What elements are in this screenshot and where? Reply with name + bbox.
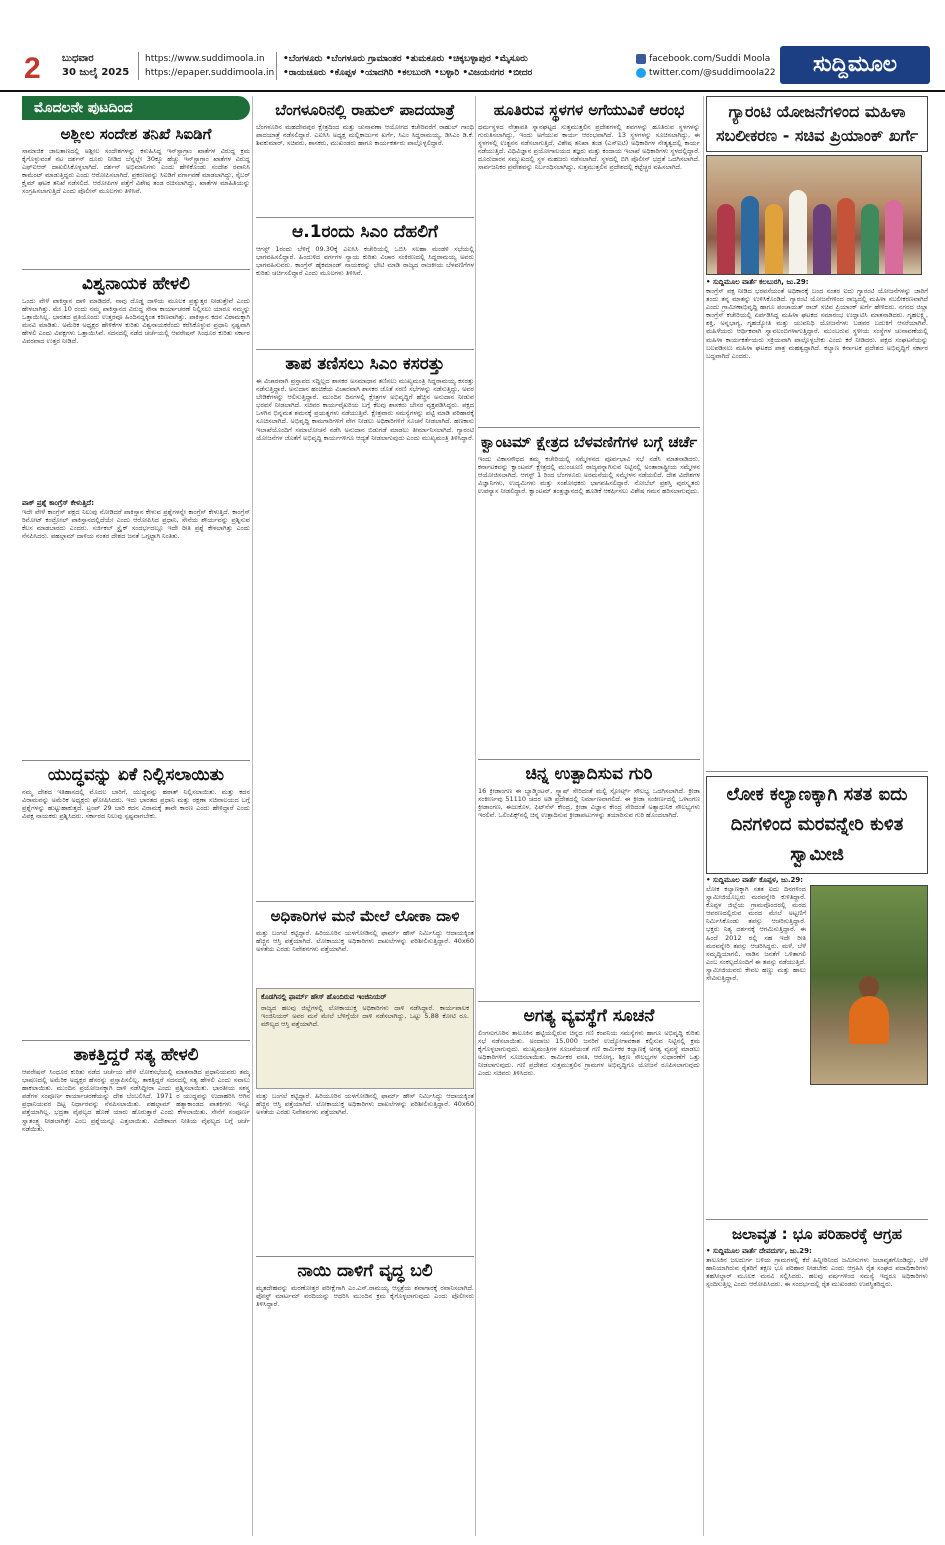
photo-figure — [741, 196, 759, 274]
facebook-icon — [636, 54, 646, 64]
newspaper-logo: ಸುದ್ದಿಮೂಲ — [780, 46, 930, 84]
twitter-link[interactable]: twitter.com/@suddimoola22 — [649, 68, 776, 78]
photo-swamiji-tree — [810, 885, 928, 1085]
article-body: ಬೆಂಗಳೂರಿನ ಮಹದೇವಪುರ ಕ್ಷೇತ್ರದಿಂದ ಮತ್ತು ಚುನಾವಣಾ ಆಯೋಗದ ಕಚೇರಿವರೆಗೆ ರಾಹುಲ್ ಗಾಂಧಿ ಪಾದಯಾತ್ರೆ ನಡೆಸಲಿದ್ದಾರೆ. ಎಐಸಿಸಿ ಅಧ್ಯಕ್ಷ ಮಲ್ಲಿಕಾರ್ಜುನ ಖರ್ಗೆ, ಸಿಎಂ ಸಿದ್ದರಾಮಯ್ಯ, ಡಿಸಿಎಂ ಡಿ.ಕೆ. ಶಿವಕುಮಾರ್, ಸಚಿವರು, ಶಾಸಕರು, ಮುಖಂಡರು ಹಾಗೂ ಕಾರ್ಯಕರ್ತರು ಪಾಲ್ಗೊಳ್ಳಲಿದ್ದಾರೆ. — [256, 123, 474, 148]
article-body: ಧರ್ಮಸ್ಥಳದ ನೇತ್ರಾವತಿ ಸ್ನಾನಘಟ್ಟದ ಸುತ್ತಮುತ್ತಲಿನ ಪ್ರದೇಶಗಳಲ್ಲಿ ಶವಗಳನ್ನು ಹೂತಿರುವ ಸ್ಥಳಗಳನ್ನು ಗುರುತಿಸಲಾಗಿದ್ದು, ಇಂದು ಅಗೆಯುವ ಕಾರ್ಯ ಆರಂಭವಾಗಿದೆ. 13 ಸ್ಥಳಗಳನ್ನು ಸೂಚಿಸಲಾಗಿದ್ದು, ಈ ಸ್ಥಳಗಳಲ್ಲಿ ಉತ್ಖನನ ನಡೆಸಲಾಗುತ್ತಿದೆ. ವಿಶೇಷ ತನಿಖಾ ತಂಡ (ಎಸ್‌ಐಟಿ) ಅಧಿಕಾರಿಗಳ ನೇತೃತ್ವದಲ್ಲಿ ಕಾರ್ಯ ನಡೆಯುತ್ತಿದೆ. ವಿಧಿವಿಜ್ಞಾನ ಪ್ರಯೋಗಾಲಯದ ತಜ್ಞರು ಮತ್ತು ಕಂದಾಯ ಇಲಾಖೆ ಅಧಿಕಾರಿಗಳು ಸ್ಥಳದಲ್ಲಿದ್ದಾರೆ. ದೂರುದಾರನ ಸಮ್ಮುಖದಲ್ಲಿ ಸ್ಥಳ ಮಹಜರು ನಡೆಸಲಾಗಿದೆ. ಸ್ಥಳದಲ್ಲಿ ಬಿಗಿ ಪೊಲೀಸ್ ಭದ್ರತೆ ಒದಗಿಸಲಾಗಿದೆ. ಸಾರ್ವಜನಿಕರ ಪ್ರವೇಶವನ್ನು ನಿರ್ಬಂಧಿಸಲಾಗಿದ್ದು, ಸುತ್ತಮುತ್ತಲಿನ ಪ್ರದೇಶದಲ್ಲಿ ಕಟ್ಟೆಚ್ಚರ ವಹಿಸಲಾಗಿದೆ. — [478, 123, 700, 172]
article-body: ಮತ್ತು ಬಂಗಲೆ ಕಟ್ಟಿದ್ದಾರೆ. ಹಿರಿಯೂರಿನ ಯಳಗೋಡಿನಲ್ಲಿ ಫಾರ್ಮ್ ಹೌಸ್ ನಿರ್ಮಿಸಿದ್ದು ಆದಾಯಕ್ಕಿಂತ ಹೆಚ್ಚಿನ ಆಸ್ತಿ ಪತ್ತೆಯಾಗಿದೆ. ಲೋಕಾಯುಕ್ತ ಅಧಿಕಾರಿಗಳು ದಾಖಲೆಗಳನ್ನು ಪರಿಶೀಲಿಸುತ್ತಿದ್ದಾರೆ. 40x60 ಅಳತೆಯ ಎರಡು ನಿವೇಶನಗಳು ಪತ್ತೆಯಾಗಿವೆ. — [256, 1092, 474, 1117]
headline-rahul-padayatra: ಬೆಂಗಳೂರಿನಲ್ಲಿ ರಾಹುಲ್ ಪಾದಯಾತ್ರೆ — [275, 101, 455, 119]
column-divider — [252, 96, 253, 1536]
headline-obscene-messages: ಅಶ್ಲೀಲ ಸಂದೇಶ ತನಿಖೆ ಸಿಐಡಿಗೆ — [60, 125, 212, 143]
article-body: ಒಂದು ವೇಳೆ ಪಾಕಿಸ್ತಾನ ದಾಳಿ ಮಾಡಿದರೆ, ನಾವು ದೊಡ್ಡ ದಾಳಿಯ ಮೂಲಕ ಪ್ರತ್ಯುತ್ತರ ನೀಡುತ್ತೇವೆ ಎಂದು ಹೇಳಲಾಗಿತ್ತು. ಮೇ 10 ರಂದು ನಮ್ಮ ಪಾಕಿಸ್ತಾನದ ವಿರುದ್ಧ ಸೇನಾ ಕಾರ್ಯಾಚರಣೆ ನಿಲ್ಲಿಸಲು ಯಾರೂ ನಮ್ಮನ್ನು ಒತ್ತಾಯಿಸಿಲ್ಲ. ಭಾರತದ ಪ್ರತಿಯೊಂದು ಉತ್ತರವೂ ಹಿಂದಿನದ್ದಕ್ಕಿಂತ ಕಠಿಣವಾಗಿತ್ತು. ಪಾಕಿಸ್ತಾನ ಕದನ ವಿರಾಮಕ್ಕಾಗಿ ಮನವಿ ಮಾಡಿತು. ಅಮೆರಿಕ ಅಧ್ಯಕ್ಷರ ಹೇಳಿಕೆಗಳ ಕುರಿತು ವಿಶ್ವನಾಯಕರೆಂದು ಕರೆಸಿಕೊಳ್ಳುವ ಪ್ರಧಾನಿ ಸ್ಪಷ್ಟವಾಗಿ ಹೇಳಲಿ ಎಂದು ವಿಪಕ್ಷಗಳು ಒತ್ತಾಯಿಸಿವೆ. ಸದನದಲ್ಲಿ ನಡೆದ ಚರ್ಚೆಯಲ್ಲಿ ಆಪರೇಷನ್ ಸಿಂಧೂರ ಕುರಿತು ಸರ್ಕಾರ ವಿವರವಾದ ಉತ್ತರ ನೀಡಿದೆ. — [22, 297, 250, 346]
article-body: ಇಂದು ವಿಕಾಸಸೌಧದ ತಮ್ಮ ಕಚೇರಿಯಲ್ಲಿ ಸಮ್ಮೇಳನದ ಪೂರ್ವಭಾವಿ ಸಭೆ ನಡೆಸಿ ಮಾತನಾಡಿದರು. ಕರ್ನಾಟಕವನ್ನು ಕ್ವಾಂಟಮ್ ಕ್ಷೇತ್ರದಲ್ಲಿ ಮುಂಚೂಣಿ ರಾಜ್ಯವನ್ನಾಗಿಸುವ ನಿಟ್ಟಿನಲ್ಲಿ ಅಂತಾರಾಷ್ಟ್ರೀಯ ಸಮ್ಮೇಳನ ಆಯೋಜಿಸಲಾಗಿದೆ. ಆಗಸ್ಟ್ 1 ರಿಂದ ಬೆಂಗಳೂರು ಅರಮನೆಯಲ್ಲಿ ಸಮ್ಮೇಳನ ನಡೆಯಲಿದೆ. ದೇಶ ವಿದೇಶಗಳ ವಿಜ್ಞಾನಿಗಳು, ಉದ್ಯಮಿಗಳು ಮತ್ತು ಸಂಶೋಧಕರು ಭಾಗವಹಿಸಲಿದ್ದಾರೆ. ನೋಬೆಲ್ ಪ್ರಶಸ್ತಿ ಪುರಸ್ಕೃತರು ಉಪನ್ಯಾಸ ನೀಡಲಿದ್ದಾರೆ. ಕ್ವಾಂಟಮ್ ತಂತ್ರಜ್ಞಾನದಲ್ಲಿ ಹೂಡಿಕೆ ಆಕರ್ಷಿಸಲು ವಿಶೇಷ ಗಮನ ಹರಿಸಲಾಗುವುದು. — [478, 455, 700, 496]
separator — [256, 901, 474, 902]
article-body: ಮತ್ತು ಬಂಗಲೆ ಕಟ್ಟಿದ್ದಾರೆ. ಹಿರಿಯೂರಿನ ಯಳಗೋಡಿನಲ್ಲಿ ಫಾರ್ಮ್ ಹೌಸ್ ನಿರ್ಮಿಸಿದ್ದು ಆದಾಯಕ್ಕಿಂತ ಹೆಚ್ಚಿನ ಆಸ್ತಿ ಪತ್ತೆಯಾಗಿದೆ. ಲೋಕಾಯುಕ್ತ ಅಧಿಕಾರಿಗಳು ದಾಖಲೆಗಳನ್ನು ಪರಿಶೀಲಿಸುತ್ತಿದ್ದಾರೆ. 40x60 ಅಳತೆಯ ಎರಡು ನಿವೇಶನಗಳು ಪತ್ತೆಯಾಗಿವೆ. — [256, 929, 474, 954]
headline-dog-attack: ನಾಯಿ ದಾಳಿಗೆ ವೃದ್ಧ ಬಲಿ — [297, 1261, 433, 1281]
separator — [478, 759, 700, 760]
issue-date-text: 30 ಜುಲೈ 2025 — [62, 67, 130, 78]
article-body: ಲಿಂಗಸುಗೂರಿನ ತಾಲೂಕಿನ ಹಟ್ಟಿಯಲ್ಲಿರುವ ಚಿನ್ನದ ಗಣಿ ಕಂಪನಿಯ ಸಮಸ್ಯೆಗಳು ಹಾಗೂ ಅಭಿವೃದ್ಧಿ ಕುರಿತು ಸಭೆ ನಡೆಸಲಾಯಿತು. ಅಂದಾಜು 15,000 ಜನರಿಗೆ ಉದ್ಯೋಗಾವಕಾಶ ಕಲ್ಪಿಸುವ ನಿಟ್ಟಿನಲ್ಲಿ ಕ್ರಮ ಕೈಗೊಳ್ಳಲಾಗುವುದು. ಮುಖ್ಯಮಂತ್ರಿಗಳ ಸೂಚನೆಯಂತೆ ಗಣಿ ಕಾರ್ಮಿಕರ ಕಲ್ಯಾಣಕ್ಕೆ ಅಗತ್ಯ ವ್ಯವಸ್ಥೆ ಮಾಡಲು ಅಧಿಕಾರಿಗಳಿಗೆ ಸೂಚಿಸಲಾಯಿತು. ಕಾರ್ಮಿಕರ ವಸತಿ, ಆರೋಗ್ಯ, ಶಿಕ್ಷಣ ಸೌಲಭ್ಯಗಳ ಸುಧಾರಣೆಗೆ ಒತ್ತು ನೀಡಲಾಗುವುದು. ಗಣಿ ಪ್ರದೇಶದ ಸುತ್ತಮುತ್ತಲಿನ ಗ್ರಾಮಗಳ ಅಭಿವೃದ್ಧಿಗೂ ಯೋಜನೆ ರೂಪಿಸಲಾಗುವುದು ಎಂದು ಸಚಿವರು ತಿಳಿಸಿದರು. — [478, 1029, 700, 1078]
article-body: ಆಗಸ್ಟ್ 1ರಂದು ಬೆಳಿಗ್ಗೆ 09.30ಕ್ಕೆ ಎಐಸಿಸಿ ಕಚೇರಿಯಲ್ಲಿ ಒಬಿಸಿ ಸಲಹಾ ಮಂಡಳಿ ಸಭೆಯಲ್ಲಿ ಭಾಗವಹಿಸಲಿದ್ದಾರೆ. ಹಿಂದುಳಿದ ವರ್ಗಗಳ ನ್ಯಾಯ ಕುರಿತು ವಿಚಾರ ಸಂಕಿರಣದಲ್ಲಿ ಸಿದ್ದರಾಮಯ್ಯ ಅವರು ಭಾಗವಹಿಸುವರು. ಕಾಂಗ್ರೆಸ್ ಹೈಕಮಾಂಡ್ ನಾಯಕರನ್ನು ಭೇಟಿ ಮಾಡಿ ರಾಜ್ಯದ ರಾಜಕೀಯ ಬೆಳವಣಿಗೆಗಳ ಕುರಿತು ಚರ್ಚಿಸಲಿದ್ದಾರೆ ಎಂದು ಮೂಲಗಳು ತಿಳಿಸಿವೆ. — [256, 245, 474, 278]
towns-line-1: •ಬೆಂಗಳೂರು •ಬೆಂಗಳೂರು ಗ್ರಾಮಾಂತರ •ತುಮಕೂರು •ಚಿಕ್ಕಬಳ್ಳಾಪುರ •ಮೈಸೂರು — [283, 54, 528, 64]
info-box-title: ಕೊಡಗಿನಲ್ಲಿ ಫಾರ್ಮ್ ಹೌಸ್ ಹೊಂದಿರುವ ಇಂಜಿನಿಯರ್ — [261, 993, 387, 1001]
twitter-icon — [636, 68, 646, 78]
headline-swamiji-tree: ಲೋಕ ಕಲ್ಯಾಣಕ್ಕಾಗಿ ಸತತ ಐದು ದಿನಗಳಿಂದ ಮರವನ್ನೇರಿ ಕುಳಿತ ಸ್ವಾಮೀಜಿ — [706, 776, 928, 874]
social-links — [636, 52, 776, 80]
facebook-link[interactable]: facebook.com/Suddi Moola — [649, 54, 771, 64]
separator — [22, 760, 250, 761]
headline-lokayukta-raid: ಅಧಿಕಾರಿಗಳ ಮನೆ ಮೇಲೆ ಲೋಕಾ ದಾಳಿ — [270, 907, 460, 925]
column-divider — [703, 96, 704, 1536]
column-1 — [22, 96, 250, 1520]
swamiji-story — [706, 885, 928, 1215]
photo-figure — [765, 204, 783, 274]
headline-arrangements: ಅಗತ್ಯ ವ್ಯವಸ್ಥೆಗೆ ಸೂಚನೆ — [523, 1006, 655, 1026]
article-body: ನಮ್ಮ ದೇಶದ ಇತಿಹಾಸದಲ್ಲಿ ಮೊದಲ ಬಾರಿಗೆ, ಯುದ್ಧವನ್ನು ಹಠಾತ್ ನಿಲ್ಲಿಸಲಾಯಿತು. ಮತ್ತು ಕದನ ವಿರಾಮವನ್ನು ಅಮೆರಿಕ ಅಧ್ಯಕ್ಷರು ಘೋಷಿಸಿದರು. ಇದು ಭಾರತದ ಪ್ರಧಾನಿ ಮತ್ತು ರಕ್ಷಣಾ ಸಚಿವಾಲಯದ ಬಗ್ಗೆ ಪ್ರಶ್ನೆಗಳನ್ನು ಹುಟ್ಟುಹಾಕುತ್ತದೆ. ಟ್ರಂಪ್ 29 ಬಾರಿ ಕದನ ವಿರಾಮಕ್ಕೆ ತಾವೇ ಕಾರಣ ಎಂದು ಹೇಳಿದ್ದಾರೆ ಎಂದು ವಿಪಕ್ಷ ನಾಯಕರು ಪ್ರಶ್ನಿಸಿದರು. ಸರ್ಕಾರದ ನಿಲುವು ಸ್ಪಷ್ಟವಾಗಬೇಕು. — [22, 788, 250, 821]
headline-quantum: ಕ್ವಾಂಟಮ್ ಕ್ಷೇತ್ರದ ಬೆಳವಣಿಗೆಗಳ ಬಗ್ಗೆ ಚರ್ಚೆ — [480, 433, 698, 451]
headline-cm-delhi: ಆ.1ರಂದು ಸಿಎಂ ದೆಹಲಿಗೆ — [292, 222, 438, 242]
article-subhead: ಪಾಕ್ ಪ್ರಶ್ನೆ ಕಾಂಗ್ರೆಸ್ ಕೇಳುತ್ತಿದೆ: — [22, 499, 94, 507]
towns-line-2: •ರಾಯಚೂರು •ಕೊಪ್ಪಳ •ಯಾದಗಿರಿ •ಕಲಬುರಗಿ •ಬಳ್ಳಾರಿ •ವಿಜಯನಗರ •ಬೀದರ — [283, 68, 533, 78]
photo-women-event — [706, 155, 922, 275]
headline-excavation: ಹೂತಿರುವ ಸ್ಥಳಗಳ ಅಗೆಯುವಿಕೆ ಆರಂಭ — [493, 101, 685, 119]
issue-date — [62, 52, 129, 80]
site-links — [138, 52, 274, 80]
separator — [706, 1219, 928, 1220]
dateline: • ಸುದ್ದಿಮೂಲ ವಾರ್ತೆ ದೇವದುರ್ಗ, ಜು.29: — [706, 1247, 812, 1255]
headline-tell-truth: ತಾಕತ್ತಿದ್ದರೆ ಸತ್ಯ ಹೇಳಲಿ — [73, 1045, 199, 1065]
site-url-link[interactable]: https://www.suddimoola.in — [145, 54, 265, 64]
separator — [256, 1256, 474, 1257]
page-number: 2 — [24, 52, 41, 85]
column-4 — [706, 96, 928, 1366]
photo-figure — [789, 190, 807, 274]
separator — [22, 1040, 250, 1041]
article-body: ಈ ವಿಚಾರವಾಗಿ ಪ್ರಸ್ತಾಪದ ಸದ್ದಿಲ್ಲದ ಶಾಸಕರ ಅಸಮಾಧಾನ ತಣಿಸಲು ಮುಖ್ಯಮಂತ್ರಿ ಸಿದ್ದರಾಮಯ್ಯ ಕಸರತ್ತು ನಡೆಸುತ್ತಿದ್ದಾರೆ. ಅನುದಾನ ಹಂಚಿಕೆಯ ವಿಚಾರವಾಗಿ ಶಾಸಕರ ಜೊತೆ ಸರಣಿ ಸಭೆಗಳನ್ನು ನಡೆಸುತ್ತಿದ್ದು, ಅವರ ಬೇಡಿಕೆಗಳನ್ನು ಆಲಿಸುತ್ತಿದ್ದಾರೆ. ಮುಂದಿನ ದಿನಗಳಲ್ಲಿ ಕ್ಷೇತ್ರಗಳ ಅಭಿವೃದ್ಧಿಗೆ ಹೆಚ್ಚಿನ ಅನುದಾನ ನೀಡುವ ಭರವಸೆ ನೀಡಲಾಗಿದೆ. ಸಚಿವರ ಕಾರ್ಯವೈಖರಿಯ ಬಗ್ಗೆ ಕೆಲವು ಶಾಸಕರು ಬೇಸರ ವ್ಯಕ್ತಪಡಿಸಿದ್ದರು. ಪಕ್ಷದ ಒಳಗಿನ ಭಿನ್ನಮತ ಶಮನಕ್ಕೆ ಪ್ರಯತ್ನಗಳು ನಡೆಯುತ್ತಿವೆ. ಕ್ಷೇತ್ರವಾರು ಸಮಸ್ಯೆಗಳನ್ನು ಪಟ್ಟಿ ಮಾಡಿ ಪರಿಹಾರಕ್ಕೆ ಸೂಚಿಸಲಾಗಿದೆ. ಅಭಿವೃದ್ಧಿ ಕಾಮಗಾರಿಗಳಿಗೆ ವೇಗ ನೀಡಲು ಅಧಿಕಾರಿಗಳಿಗೆ ಸೂಚನೆ ನೀಡಲಾಗಿದೆ. ಹಣಕಾಸು ಇಲಾಖೆಯೊಂದಿಗೆ ಸಮಾಲೋಚನೆ ನಡೆಸಿ ಅನುದಾನ ಬಿಡುಗಡೆ ಮಾಡಲು ತೀರ್ಮಾನಿಸಲಾಗಿದೆ. ಗ್ಯಾರಂಟಿ ಯೋಜನೆಗಳ ಜೊತೆಗೆ ಅಭಿವೃದ್ಧಿ ಕಾರ್ಯಗಳಿಗೂ ಆದ್ಯತೆ ನೀಡಲಾಗುವುದು ಎಂದು ಮುಖ್ಯಮಂತ್ರಿ ತಿಳಿಸಿದ್ದಾರೆ. — [256, 377, 474, 442]
photo-figure-head — [859, 976, 879, 998]
photo-figure — [813, 204, 831, 274]
separator — [706, 771, 928, 772]
column-divider — [475, 96, 476, 1536]
article-body: ಇದೇ ವೇಳೆ ಕಾಂಗ್ರೆಸ್ ಪಕ್ಷದ ನಿಲುವು ನೋಡಿದರೆ ಪಾಕಿಸ್ತಾನ ಕೇಳುವ ಪ್ರಶ್ನೆಗಳನ್ನೇ ಕಾಂಗ್ರೆಸ್ ಕೇಳುತ್ತಿದೆ. ಕಾಂಗ್ರೆಸ್ ರಿಮೋಟ್ ಕಂಟ್ರೋಲ್ ಪಾಕಿಸ್ತಾನದಲ್ಲಿದೆಯೇ ಎಂದು ಆರೋಪಿಸಿದ ಪ್ರಧಾನಿ, ಸೇನೆಯ ಶೌರ್ಯವನ್ನು ಪ್ರಶ್ನಿಸುವ ಕೆಲಸ ಮಾಡಬಾರದು ಎಂದರು. ಸರ್ಜಿಕಲ್ ಸ್ಟ್ರೈಕ್ ಸಂದರ್ಭದಲ್ಲೂ ಇದೇ ರೀತಿ ಪ್ರಶ್ನೆ ಕೇಳಲಾಗಿತ್ತು ಎಂದು ನೆನಪಿಸಿದರು. ಪಹಲ್ಗಾಮ್ ದಾಳಿಯ ನಂತರ ದೇಶದ ಜನತೆ ಒಗ್ಗಟ್ಟಾಗಿ ನಿಂತಿತು. — [22, 508, 250, 541]
column-2 — [256, 96, 474, 1354]
issue-day: ಬುಧವಾರ — [62, 53, 94, 64]
article-body: ಲೋಕ ಕಲ್ಯಾಣಕ್ಕಾಗಿ ಸತತ ಐದು ದಿನಗಳಿಂದ ಸ್ವಾಮೀಜಿಯೊಬ್ಬರು ಮರವನ್ನೇರಿ ಕುಳಿತಿದ್ದಾರೆ. ಕೊಪ್ಪಳ ಜಿಲ್ಲೆಯ ಗ್ರಾಮವೊಂದರಲ್ಲಿ ಮಠದ ಆವರಣದಲ್ಲಿರುವ ಮರದ ಮೇಲೆ ಅಟ್ಟಣಿಗೆ ನಿರ್ಮಿಸಿಕೊಂಡು ತಪಸ್ಸು ಆಚರಿಸುತ್ತಿದ್ದಾರೆ. ಭಕ್ತರು ನಿತ್ಯ ದರ್ಶನಕ್ಕೆ ಆಗಮಿಸುತ್ತಿದ್ದಾರೆ. ಈ ಹಿಂದೆ 2012 ರಲ್ಲಿ ಸಹ ಇದೇ ರೀತಿ ಮರವನ್ನೇರಿ ತಪಸ್ಸು ಆಚರಿಸಿದ್ದರು. ಮಳೆ, ಬೆಳೆ ಸಮೃದ್ಧಿಯಾಗಲಿ, ನಾಡಿನ ಜನತೆಗೆ ಒಳಿತಾಗಲಿ ಎಂಬ ಸಂಕಲ್ಪದೊಂದಿಗೆ ಈ ತಪಸ್ಸು ನಡೆಯುತ್ತಿದೆ. ಸ್ವಾಮೀಜಿಯವರು ಕೇವಲ ಹಣ್ಣು ಮತ್ತು ಹಾಲು ಸೇವಿಸುತ್ತಿದ್ದಾರೆ. — [706, 885, 806, 983]
article-body: ತಾಲೂಕಿನ ಜಲದುರ್ಗ ಬಳಿಯ ಗ್ರಾಮಗಳಲ್ಲಿ ಕೆರೆ ಹಿನ್ನೀರಿನಿಂದ ಜಮೀನುಗಳು ಜಲಾವೃತಗೊಂಡಿದ್ದು, ಬೆಳೆ ಹಾನಿಯಾಗಿರುವ ರೈತರಿಗೆ ತಕ್ಷಣ ಭೂ ಪರಿಹಾರ ನೀಡಬೇಕು ಎಂದು ಆಗ್ರಹಿಸಿ ರೈತ ಸಂಘದ ಪದಾಧಿಕಾರಿಗಳು ತಹಸೀಲ್ದಾರ್ ಮೂಲಕ ಮನವಿ ಸಲ್ಲಿಸಿದರು. ಹಲವು ವರ್ಷಗಳಿಂದ ಸಮಸ್ಯೆ ಇದ್ದರೂ ಅಧಿಕಾರಿಗಳು ಸ್ಪಂದಿಸುತ್ತಿಲ್ಲ ಎಂದು ಆರೋಪಿಸಿದರು. ಈ ಸಂದರ್ಭದಲ್ಲಿ ರೈತ ಮುಖಂಡರು ಉಪಸ್ಥಿತರಿದ್ದರು. — [706, 1256, 928, 1289]
article-body: 16 ಕ್ರೀಡಾಂಗಣ ಈ ಬ್ಯಾಡ್ಮಿಂಟನ್, ಸ್ಕ್ವಾಷ್ ಸೇರಿದಂತೆ ಮಲ್ಟಿ ಸ್ಪೋರ್ಟ್ಸ್ ಸೌಲಭ್ಯ ಒದಗಿಸಲಾಗಿದೆ. ಕ್ರೀಡಾ ಸಂಕೀರ್ಣವು 51110 ಚದರ ಅಡಿ ಪ್ರದೇಶದಲ್ಲಿ ನಿರ್ಮಾಣವಾಗಲಿದೆ. ಈ ಕ್ರೀಡಾ ಸಂಕೀರ್ಣದಲ್ಲಿ ಒಳಾಂಗಣ ಕ್ರೀಡಾಂಗಣ, ಈಜುಕೊಳ, ಫಿಟ್‌ನೆಸ್ ಕೇಂದ್ರ, ಕ್ರೀಡಾ ವಿಜ್ಞಾನ ಕೇಂದ್ರ ಸೇರಿದಂತೆ ಅತ್ಯಾಧುನಿಕ ಸೌಲಭ್ಯಗಳು ಇರಲಿವೆ. ಒಲಿಂಪಿಕ್ಸ್‌ನಲ್ಲಿ ಚಿನ್ನ ಉತ್ಪಾದಿಸುವ ಕ್ರೀಡಾಪಟುಗಳನ್ನು ತಯಾರಿಸುವ ಗುರಿ ಹೊಂದಲಾಗಿದೆ. — [478, 787, 700, 820]
info-box-text: ರಾಜ್ಯದ ಹಲವು ಜಿಲ್ಲೆಗಳಲ್ಲಿ ಲೋಕಾಯುಕ್ತ ಅಧಿಕಾರಿಗಳು ದಾಳಿ ನಡೆಸಿದ್ದಾರೆ. ಕಾರ್ಯಪಾಲಕ ಇಂಜಿನಿಯರ್ ಅವರ ಮನೆ ಮೇಲೆ ಬೆಳಿಗ್ಗೆಯೇ ದಾಳಿ ನಡೆಸಲಾಗಿದ್ದು, ಒಟ್ಟು 5.88 ಕೋಟಿ ರೂ. ಮೌಲ್ಯದ ಆಸ್ತಿ ಪತ್ತೆಯಾಗಿದೆ. — [261, 1004, 469, 1029]
masthead — [0, 0, 945, 92]
section-banner: ಮೊದಲನೇ ಪುಟದಿಂದ — [22, 96, 250, 120]
separator — [256, 349, 474, 350]
photo-figure — [885, 200, 903, 274]
epaper-url-link[interactable]: https://epaper.suddimoola.in — [145, 68, 275, 78]
dateline: • ಸುದ್ದಿಮೂಲ ವಾರ್ತೆ ಕೊಪ್ಪಳ, ಜು.29: — [706, 876, 804, 884]
separator — [478, 427, 700, 428]
dateline: • ಸುದ್ದಿಮೂಲ ವಾರ್ತೆ ಕಲಬುರಗಿ, ಜು.29: — [706, 278, 809, 286]
headline-world-leader: ವಿಶ್ವನಾಯಕ ಹೇಳಲಿ — [82, 274, 190, 294]
separator — [256, 217, 474, 218]
headline-land-compensation: ಜಲಾವೃತ : ಭೂ ಪರಿಹಾರಕ್ಕೆ ಆಗ್ರಹ — [731, 1225, 903, 1243]
headline-cm-effort: ತಾಪ ತಣಿಸಲು ಸಿಎಂ ಕಸರತ್ತು — [285, 354, 445, 374]
headline-guarantee-schemes: ಗ್ಯಾರಂಟಿ ಯೋಜನೆಗಳಿಂದ ಮಹಿಳಾ ಸಬಲೀಕರಣ - ಸಚಿವ ಪ್ರಿಯಾಂಕ್ ಖರ್ಗೆ — [706, 96, 928, 152]
article-body: ಕಾಂಗ್ರೆಸ್ ಪಕ್ಷ ನೀಡಿದ ಭರವಸೆಯಂತೆ ಅಧಿಕಾರಕ್ಕೆ ಬಂದ ನಂತರ ಐದು ಗ್ಯಾರಂಟಿ ಯೋಜನೆಗಳನ್ನು ಜಾರಿಗೆ ತಂದು ತನ್ನ ಮಾತನ್ನು ಉಳಿಸಿಕೊಂಡಿದೆ. ಗ್ಯಾರಂಟಿ ಯೋಜನೆಗಳಿಂದ ರಾಜ್ಯದಲ್ಲಿ ಮಹಿಳಾ ಸಬಲೀಕರಣವಾಗಿದೆ ಎಂದು ಗ್ರಾಮೀಣಾಭಿವೃದ್ಧಿ ಹಾಗೂ ಪಂಚಾಯತ್ ರಾಜ್ ಸಚಿವ ಪ್ರಿಯಾಂಕ್ ಖರ್ಗೆ ಹೇಳಿದರು. ನಗರದ ಜಿಲ್ಲಾ ಕಾಂಗ್ರೆಸ್ ಕಚೇರಿಯಲ್ಲಿ ಏರ್ಪಡಿಸಿದ್ದ ಮಹಿಳಾ ಘಟಕದ ಸಮಾರಂಭ ಉದ್ಘಾಟಿಸಿ ಮಾತನಾಡಿದರು. ಗೃಹಲಕ್ಷ್ಮಿ, ಶಕ್ತಿ, ಅನ್ನಭಾಗ್ಯ, ಗೃಹಜ್ಯೋತಿ ಮತ್ತು ಯುವನಿಧಿ ಯೋಜನೆಗಳು ಬಡವರ ಬದುಕಿಗೆ ಆಸರೆಯಾಗಿವೆ. ಮಹಿಳೆಯರು ಆರ್ಥಿಕವಾಗಿ ಸ್ವಾವಲಂಬಿಗಳಾಗುತ್ತಿದ್ದಾರೆ. ಮುಂಬರುವ ಸ್ಥಳೀಯ ಸಂಸ್ಥೆಗಳ ಚುನಾವಣೆಯಲ್ಲಿ ಮಹಿಳಾ ಕಾರ್ಯಕರ್ತೆಯರು ಸಕ್ರಿಯವಾಗಿ ಪಾಲ್ಗೊಳ್ಳಬೇಕು ಎಂದು ಕರೆ ನೀಡಿದರು. ಪಕ್ಷದ ಸಂಘಟನೆಯನ್ನು ಬಲಪಡಿಸಲು ಮಹಿಳಾ ಘಟಕದ ಪಾತ್ರ ಮಹತ್ವದ್ದಾಗಿದೆ. ಕಲ್ಯಾಣ ಕರ್ನಾಟಕ ಪ್ರದೇಶದ ಅಭಿವೃದ್ಧಿಗೆ ಸರ್ಕಾರ ಬದ್ಧವಾಗಿದೆ ಎಂದರು. — [706, 287, 928, 360]
headline-why-war-stopped: ಯುದ್ಧವನ್ನು ಏಕೆ ನಿಲ್ಲಿಸಲಾಯಿತು — [47, 765, 225, 785]
separator — [478, 1001, 700, 1002]
article-body: ಮೃತದೇಹವನ್ನು ಮರಣೋತ್ತರ ಪರೀಕ್ಷೆಗಾಗಿ ಎಂ.ಎಸ್.ರಾಮಯ್ಯ ಆಸ್ಪತ್ರೆಯ ಶವಾಗಾರಕ್ಕೆ ರವಾನಿಸಲಾಗಿದೆ. ಪೋಸ್ಟ್ ಮಾರ್ಟಮ್ ವರದಿಯನ್ನು ಆಧರಿಸಿ ಮುಂದಿನ ಕ್ರಮ ಕೈಗೊಳ್ಳಲಾಗುವುದು ಎಂದು ಪೊಲೀಸರು ತಿಳಿಸಿದ್ದಾರೆ. — [256, 1284, 474, 1309]
photo-figure — [837, 198, 855, 274]
photo-figure — [861, 204, 879, 274]
article-body: ಸಾಮಾಜಿಕ ಜಾಲತಾಣದಲ್ಲಿ ಅಶ್ಲೀಲ ಸಂದೇಶಗಳನ್ನು ಕಳುಹಿಸಿದ್ದ ಇನ್‌ಸ್ಟಾಗ್ರಾಂ ಖಾತೆಗಳ ವಿರುದ್ಧ ಕ್ರಮ ಕೈಗೊಳ್ಳುವಂತೆ ನಟ ದರ್ಶನ್ ದೂರು ನೀಡಿದ ಬೆನ್ನಲ್ಲೇ 30ಕ್ಕೂ ಹೆಚ್ಚು ಇನ್‌ಸ್ಟಾಗ್ರಾಂ ಖಾತೆಗಳ ವಿರುದ್ಧ ಎಫ್‌ಐಆರ್ ದಾಖಲಿಸಿಕೊಳ್ಳಲಾಗಿದೆ. ದರ್ಶನ್ ಅಭಿಮಾನಿಗಳು ಎಂದು ಹೇಳಿಕೊಂಡು ಸಂದೇಶ ರವಾನಿಸಿ ಕಾಮೆಂಟ್ ಮಾಡುತ್ತಿದ್ದರು ಎಂದು ಆರೋಪಿಸಲಾಗಿದೆ. ಪ್ರಕರಣವನ್ನು ಸಿಐಡಿಗೆ ವರ್ಗಾವಣೆ ಮಾಡಲಾಗಿದ್ದು, ಸೈಬರ್ ಕ್ರೈಮ್ ಘಟಕ ತನಿಖೆ ನಡೆಸಲಿದೆ. ಆರೋಪಿಗಳ ಪತ್ತೆಗೆ ವಿಶೇಷ ತಂಡ ರಚಿಸಲಾಗಿದ್ದು, ಖಾತೆಗಳ ಮಾಹಿತಿಯನ್ನು ಸಂಗ್ರಹಿಸಲಾಗುತ್ತಿದೆ ಎಂದು ಪೊಲೀಸ್ ಮೂಲಗಳು ತಿಳಿಸಿವೆ. — [22, 147, 250, 196]
headline-gold-target: ಚಿನ್ನ ಉತ್ಪಾದಿಸುವ ಗುರಿ — [525, 764, 653, 784]
article-body: ಆಪರೇಷನ್ ಸಿಂಧೂರ ಕುರಿತು ನಡೆದ ಚರ್ಚೆಯ ವೇಳೆ ಲೋಕಸಭೆಯಲ್ಲಿ ಮಾತನಾಡಿದ ಪ್ರಧಾನಿಯವರು ತಮ್ಮ ಭಾಷಣದಲ್ಲಿ ಅಮೆರಿಕ ಅಧ್ಯಕ್ಷರ ಹೆಸರನ್ನು ಪ್ರಸ್ತಾಪಿಸಲಿಲ್ಲ. ತಾಕತ್ತಿದ್ದರೆ ಸದನದಲ್ಲಿ ಸತ್ಯ ಹೇಳಲಿ ಎಂದು ಸವಾಲು ಹಾಕಲಾಯಿತು. ಮುಂದಿನ ಪ್ರಯೋಜನಕ್ಕಾಗಿ ದಾಳಿ ನಡೆಸಿದ್ದೀರಾ ಎಂದು ಪ್ರಶ್ನಿಸಲಾಯಿತು. ಭಾರತೀಯ ಸಶಸ್ತ್ರ ಪಡೆಗಳ ಸಂಪೂರ್ಣ ಕಾರ್ಯಾಚರಣೆಯನ್ನು ದೇಶ ಬೆಂಬಲಿಸಿದೆ. 1971 ರ ಯುದ್ಧವನ್ನು ಉದಾಹರಿಸಿ ಆಗಿನ ಪ್ರಧಾನಿಯವರ ದಿಟ್ಟ ನಿರ್ಧಾರವನ್ನು ನೆನಪಿಸಲಾಯಿತು. ಪಹಲ್ಗಾಮ್ ಹತ್ಯಾಕಾಂಡದ ಪಾತಕಿಗಳು ಇನ್ನೂ ಪತ್ತೆಯಾಗಿಲ್ಲ. ಭದ್ರತಾ ವೈಫಲ್ಯದ ಹೊಣೆ ಯಾರು ಹೊರುತ್ತಾರೆ ಎಂದು ಕೇಳಲಾಯಿತು. ಸೇನೆಗೆ ಸಂಪೂರ್ಣ ಸ್ವಾತಂತ್ರ್ಯ ನೀಡಲಾಗಿತ್ತೇ ಎಂಬ ಪ್ರಶ್ನೆಯನ್ನೂ ಎತ್ತಲಾಯಿತು. ವಿದೇಶಾಂಗ ನೀತಿಯ ವೈಫಲ್ಯದ ಬಗ್ಗೆ ಚರ್ಚೆ ನಡೆಯಿತು. — [22, 1068, 250, 1133]
separator — [22, 269, 250, 270]
column-3 — [478, 96, 700, 1449]
photo-figure — [717, 204, 735, 274]
edition-towns — [276, 52, 532, 80]
photo-figure-body — [849, 996, 889, 1044]
info-box — [256, 988, 474, 1089]
